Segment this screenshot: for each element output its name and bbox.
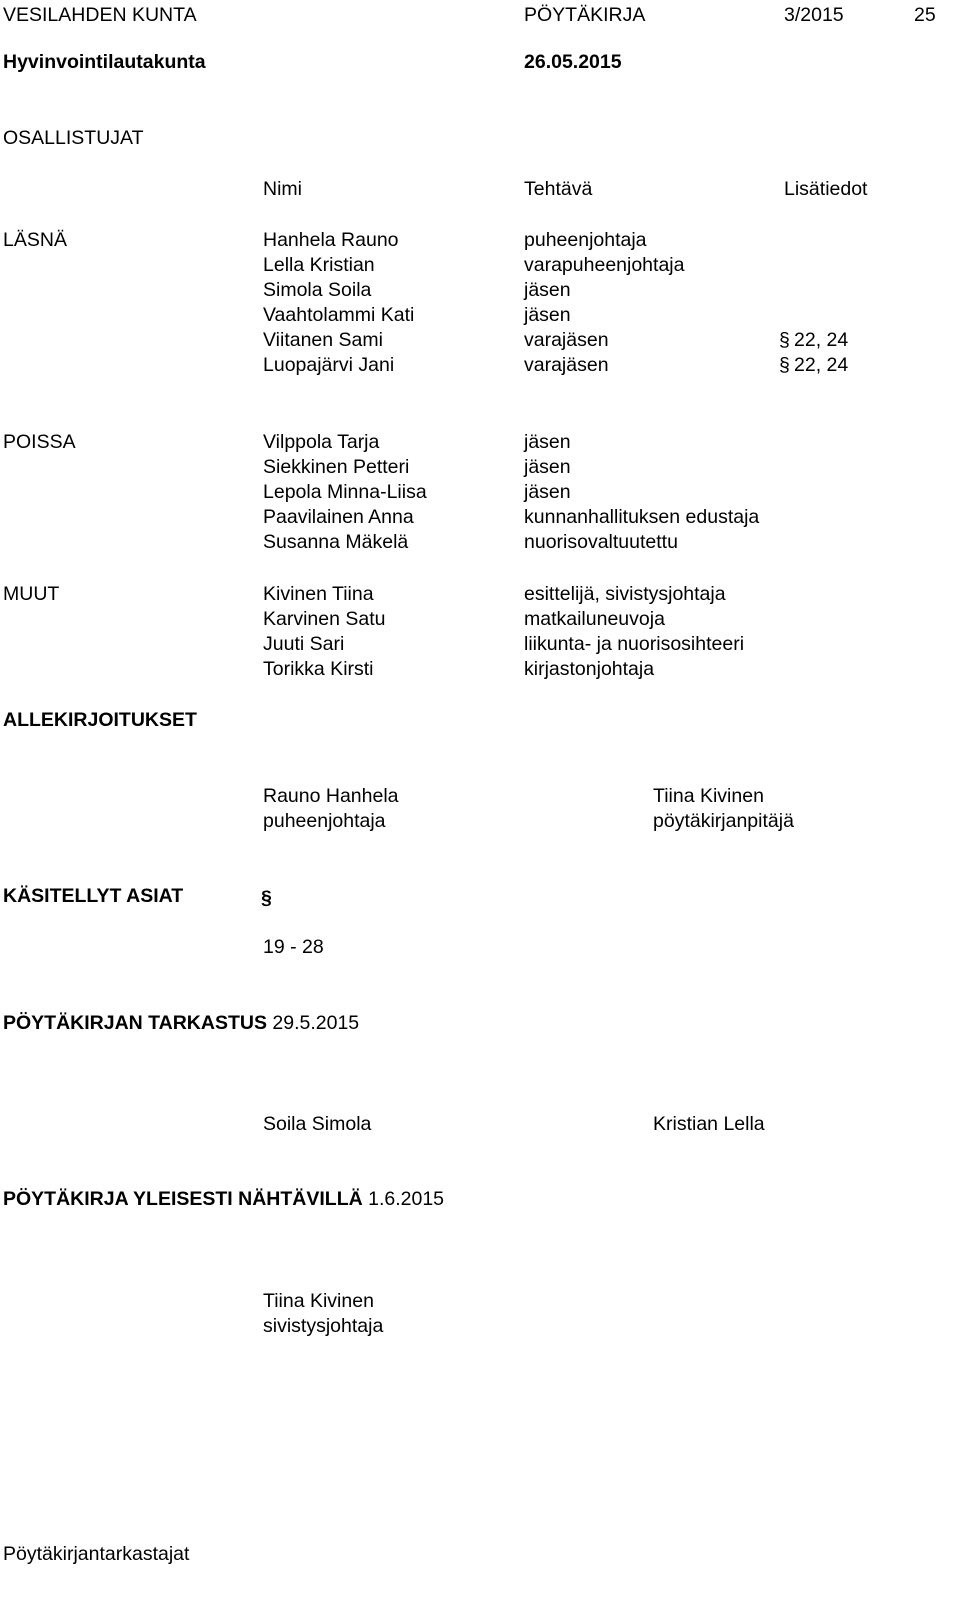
others-name: Karvinen Satu [263, 608, 386, 630]
handled-range: 19 - 28 [263, 936, 324, 958]
absent-name: Lepola Minna-Liisa [263, 481, 427, 503]
secretary-name: Tiina Kivinen [653, 785, 764, 807]
others-role: kirjastonjohtaja [524, 658, 655, 680]
review-date: 29.5.2015 [272, 1012, 360, 1034]
reviewer-name: Kristian Lella [653, 1113, 765, 1135]
present-label: LÄSNÄ [3, 229, 67, 251]
chair-role: puheenjohtaja [263, 810, 386, 832]
absent-role: jäsen [524, 431, 571, 453]
absent-role: jäsen [524, 456, 571, 478]
section-symbol-icon: § [779, 329, 790, 351]
present-role: puheenjohtaja [524, 229, 647, 251]
present-name: Hanhela Rauno [263, 229, 399, 251]
public-signer-name: Tiina Kivinen [263, 1290, 374, 1312]
public-signer-role: sivistysjohtaja [263, 1315, 384, 1337]
reviewer-name: Soila Simola [263, 1113, 372, 1135]
others-name: Juuti Sari [263, 633, 345, 655]
absent-name: Siekkinen Petteri [263, 456, 410, 478]
present-info: 22, 24 [794, 354, 849, 376]
section-symbol-icon: § [261, 887, 272, 909]
present-name: Viitanen Sami [263, 329, 383, 351]
secretary-role: pöytäkirjanpitäjä [653, 810, 794, 832]
present-role: varajäsen [524, 354, 609, 376]
others-role: matkailuneuvoja [524, 608, 665, 630]
section-symbol-icon: § [779, 354, 790, 376]
participants-title: OSALLISTUJAT [3, 127, 144, 149]
page-number: 25 [914, 4, 936, 26]
document-number: 3/2015 [784, 4, 844, 26]
public-date: 1.6.2015 [368, 1188, 445, 1210]
present-role: varajäsen [524, 329, 609, 351]
present-name: Lella Kristian [263, 254, 375, 276]
others-name: Kivinen Tiina [263, 583, 374, 605]
column-header-role: Tehtävä [524, 178, 593, 200]
meeting-date: 26.05.2015 [524, 51, 622, 73]
present-role: jäsen [524, 304, 571, 326]
present-name: Simola Soila [263, 279, 372, 301]
present-name: Luopajärvi Jani [263, 354, 395, 376]
others-label: MUUT [3, 583, 60, 605]
signatures-title: ALLEKIRJOITUKSET [3, 709, 197, 731]
column-header-name: Nimi [263, 178, 302, 200]
absent-name: Vilppola Tarja [263, 431, 380, 453]
absent-role: jäsen [524, 481, 571, 503]
column-header-info: Lisätiedot [784, 178, 868, 200]
others-name: Torikka Kirsti [263, 658, 374, 680]
absent-role: nuorisovaltuutettu [524, 531, 678, 553]
absent-name: Paavilainen Anna [263, 506, 414, 528]
present-info: 22, 24 [794, 329, 849, 351]
present-role: jäsen [524, 279, 571, 301]
absent-role: kunnanhallituksen edustaja [524, 506, 760, 528]
present-role: varapuheenjohtaja [524, 254, 685, 276]
present-name: Vaahtolammi Kati [263, 304, 415, 326]
municipality-name: VESILAHDEN KUNTA [3, 4, 197, 26]
others-role: esittelijä, sivistysjohtaja [524, 583, 726, 605]
footer-label: Pöytäkirjantarkastajat [3, 1543, 190, 1565]
handled-title: KÄSITELLYT ASIAT [3, 885, 184, 907]
absent-label: POISSA [3, 431, 76, 453]
committee-name: Hyvinvointilautakunta [3, 51, 206, 73]
public-title: PÖYTÄKIRJA YLEISESTI NÄHTÄVILLÄ [3, 1188, 363, 1210]
chair-name: Rauno Hanhela [263, 785, 399, 807]
review-title: PÖYTÄKIRJAN TARKASTUS [3, 1012, 267, 1034]
document-type: PÖYTÄKIRJA [524, 4, 646, 26]
others-role: liikunta- ja nuorisosihteeri [524, 633, 745, 655]
absent-name: Susanna Mäkelä [263, 531, 409, 553]
